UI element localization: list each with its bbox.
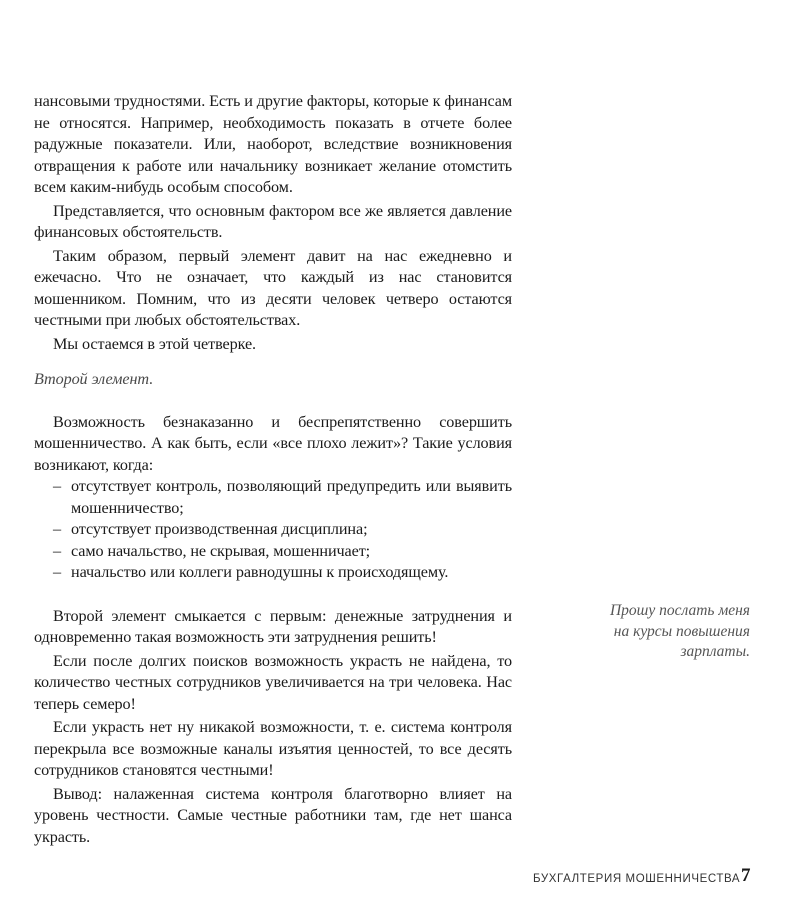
running-footer: БУХГАЛТЕРИЯ МОШЕННИЧЕСТВА xyxy=(533,873,741,885)
section-subheading: Второй элемент. xyxy=(34,370,154,388)
paragraph: Если после долгих поисков возможность украсть не найдена, то количество честных сотрудников увеличивается на три человека. Нас теперь семеро! xyxy=(34,651,512,713)
list-item xyxy=(34,519,512,541)
list-item xyxy=(34,541,512,563)
list-item-text: отсутствует контроль, позволяющий предупредить или выявить мошенничество; xyxy=(71,477,512,517)
margin-note-line: зарплаты. xyxy=(680,643,750,660)
paragraph: Мы остаемся в этой четверке. xyxy=(53,334,256,353)
margin-note-line: на курсы повышения xyxy=(613,622,750,640)
paragraph: Вывод: налаженная система контроля благотворно влияет на уровень честности. Самые честные работники там, где нет шанса украсть. xyxy=(34,784,512,846)
list-dash: – xyxy=(53,563,61,581)
list-item-text: отсутствует производственная дисциплина; xyxy=(71,520,368,538)
paragraph: Таким образом, первый элемент давит на нас ежедневно и ежечасно. Что не означает, что каждый из нас становится мошенником. Помним, что из десяти человек четверо остаются честными при любых обстоятельствах. xyxy=(34,246,512,329)
main-text-column xyxy=(34,91,512,848)
list-item xyxy=(34,476,512,519)
list-item xyxy=(34,562,512,584)
paragraph: Если украсть нет ну никакой возможности, т. е. система контроля перекрыла все возможные каналы изъятия ценностей, то все десять сотрудников становятся честными! xyxy=(34,718,512,779)
paragraph: Представляется, что основным фактором все же является давление финансовых обстоятельств. xyxy=(34,201,512,241)
list-dash: – xyxy=(53,477,61,495)
list-item-text: само начальство, не скрывая, мошенничает; xyxy=(71,541,371,560)
paragraph: Возможность безнаказанно и беспрепятственно совершить мошенничество. А как быть, если «все плохо лежит»? Такие условия возникают, когда: xyxy=(34,412,512,474)
margin-note-line: Прошу послать меня xyxy=(609,602,750,619)
list-dash: – xyxy=(53,541,61,560)
condition-list xyxy=(34,476,512,584)
margin-note xyxy=(560,601,750,663)
paragraph: нансовыми трудностями. Есть и другие факторы, которые к финансам не относятся. Например, необходимость показать в отчете более радужные показатели. Или, наоборот, вследствие возникновения отвращения к работе или начальнику возникает желание отомстить всем каким-нибудь особым способом. xyxy=(34,92,512,196)
page-number: 7 xyxy=(741,865,751,886)
list-dash: – xyxy=(53,520,61,538)
paragraph: Второй элемент смыкается с первым: денежные затруднения и одновременно такая возможность эти затруднения решить! xyxy=(34,606,512,646)
list-item-text: начальство или коллеги равнодушны к происходящему. xyxy=(71,563,449,581)
